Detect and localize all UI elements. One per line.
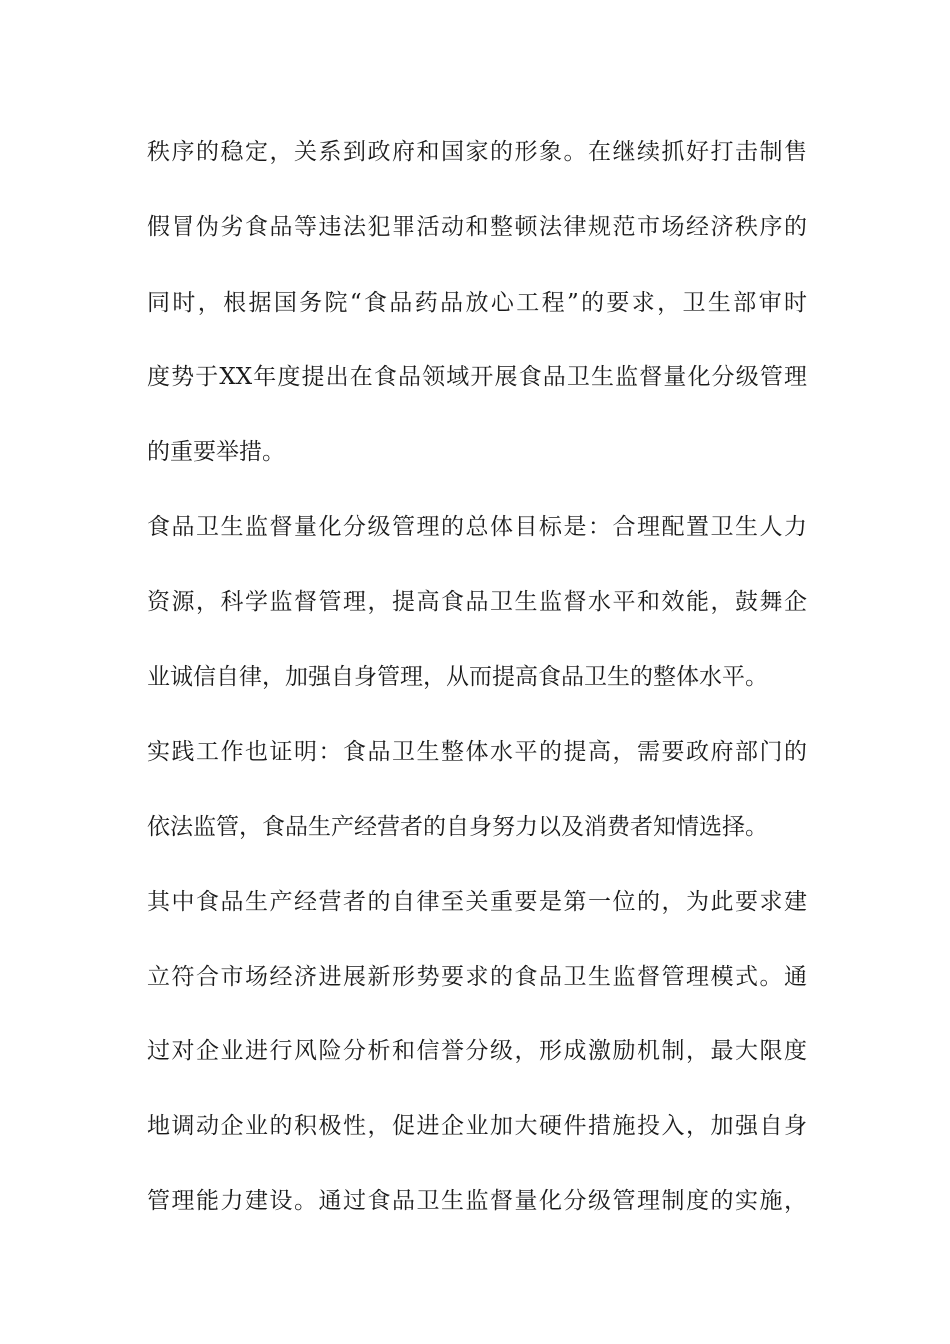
text-line: 其中食品生产经营者的自律至关重要是第一位的，为此要求建 [147,889,807,915]
text-line: 过对企业进行风险分析和信誉分级，形成激励机制，最大限度 [147,1038,807,1064]
text-line: 度势于XX年度提出在食品领域开展食品卫生监督量化分级管理 [147,364,807,390]
text-line: 资源，科学监督管理，提高食品卫生监督水平和效能，鼓舞企 [147,589,807,615]
text-line: 立符合市场经济进展新形势要求的食品卫生监督管理模式。通 [147,964,807,990]
text-line: 的重要举措。 [147,439,285,465]
text-line: 假冒伪劣食品等违法犯罪活动和整顿法律规范市场经济秩序的 [147,214,807,240]
text-line: 地调动企业的积极性，促进企业加大硬件措施投入，加强自身 [147,1113,807,1139]
text-line: 依法监管，食品生产经营者的自身努力以及消费者知情选择。 [147,814,768,840]
text-line: 同时，根据国务院“食品药品放心工程”的要求，卫生部审时 [147,290,807,316]
text-line: 秩序的稳定，关系到政府和国家的形象。在继续抓好打击制售 [147,139,807,165]
text-line: 业诚信自律，加强自身管理，从而提高食品卫生的整体水平。 [147,664,768,690]
text-line: 管理能力建设。通过食品卫生监督量化分级管理制度的实施， [147,1188,807,1214]
text-line: 实践工作也证明：食品卫生整体水平的提高，需要政府部门的 [147,739,807,765]
text-line: 食品卫生监督量化分级管理的总体目标是：合理配置卫生人力 [147,514,807,540]
